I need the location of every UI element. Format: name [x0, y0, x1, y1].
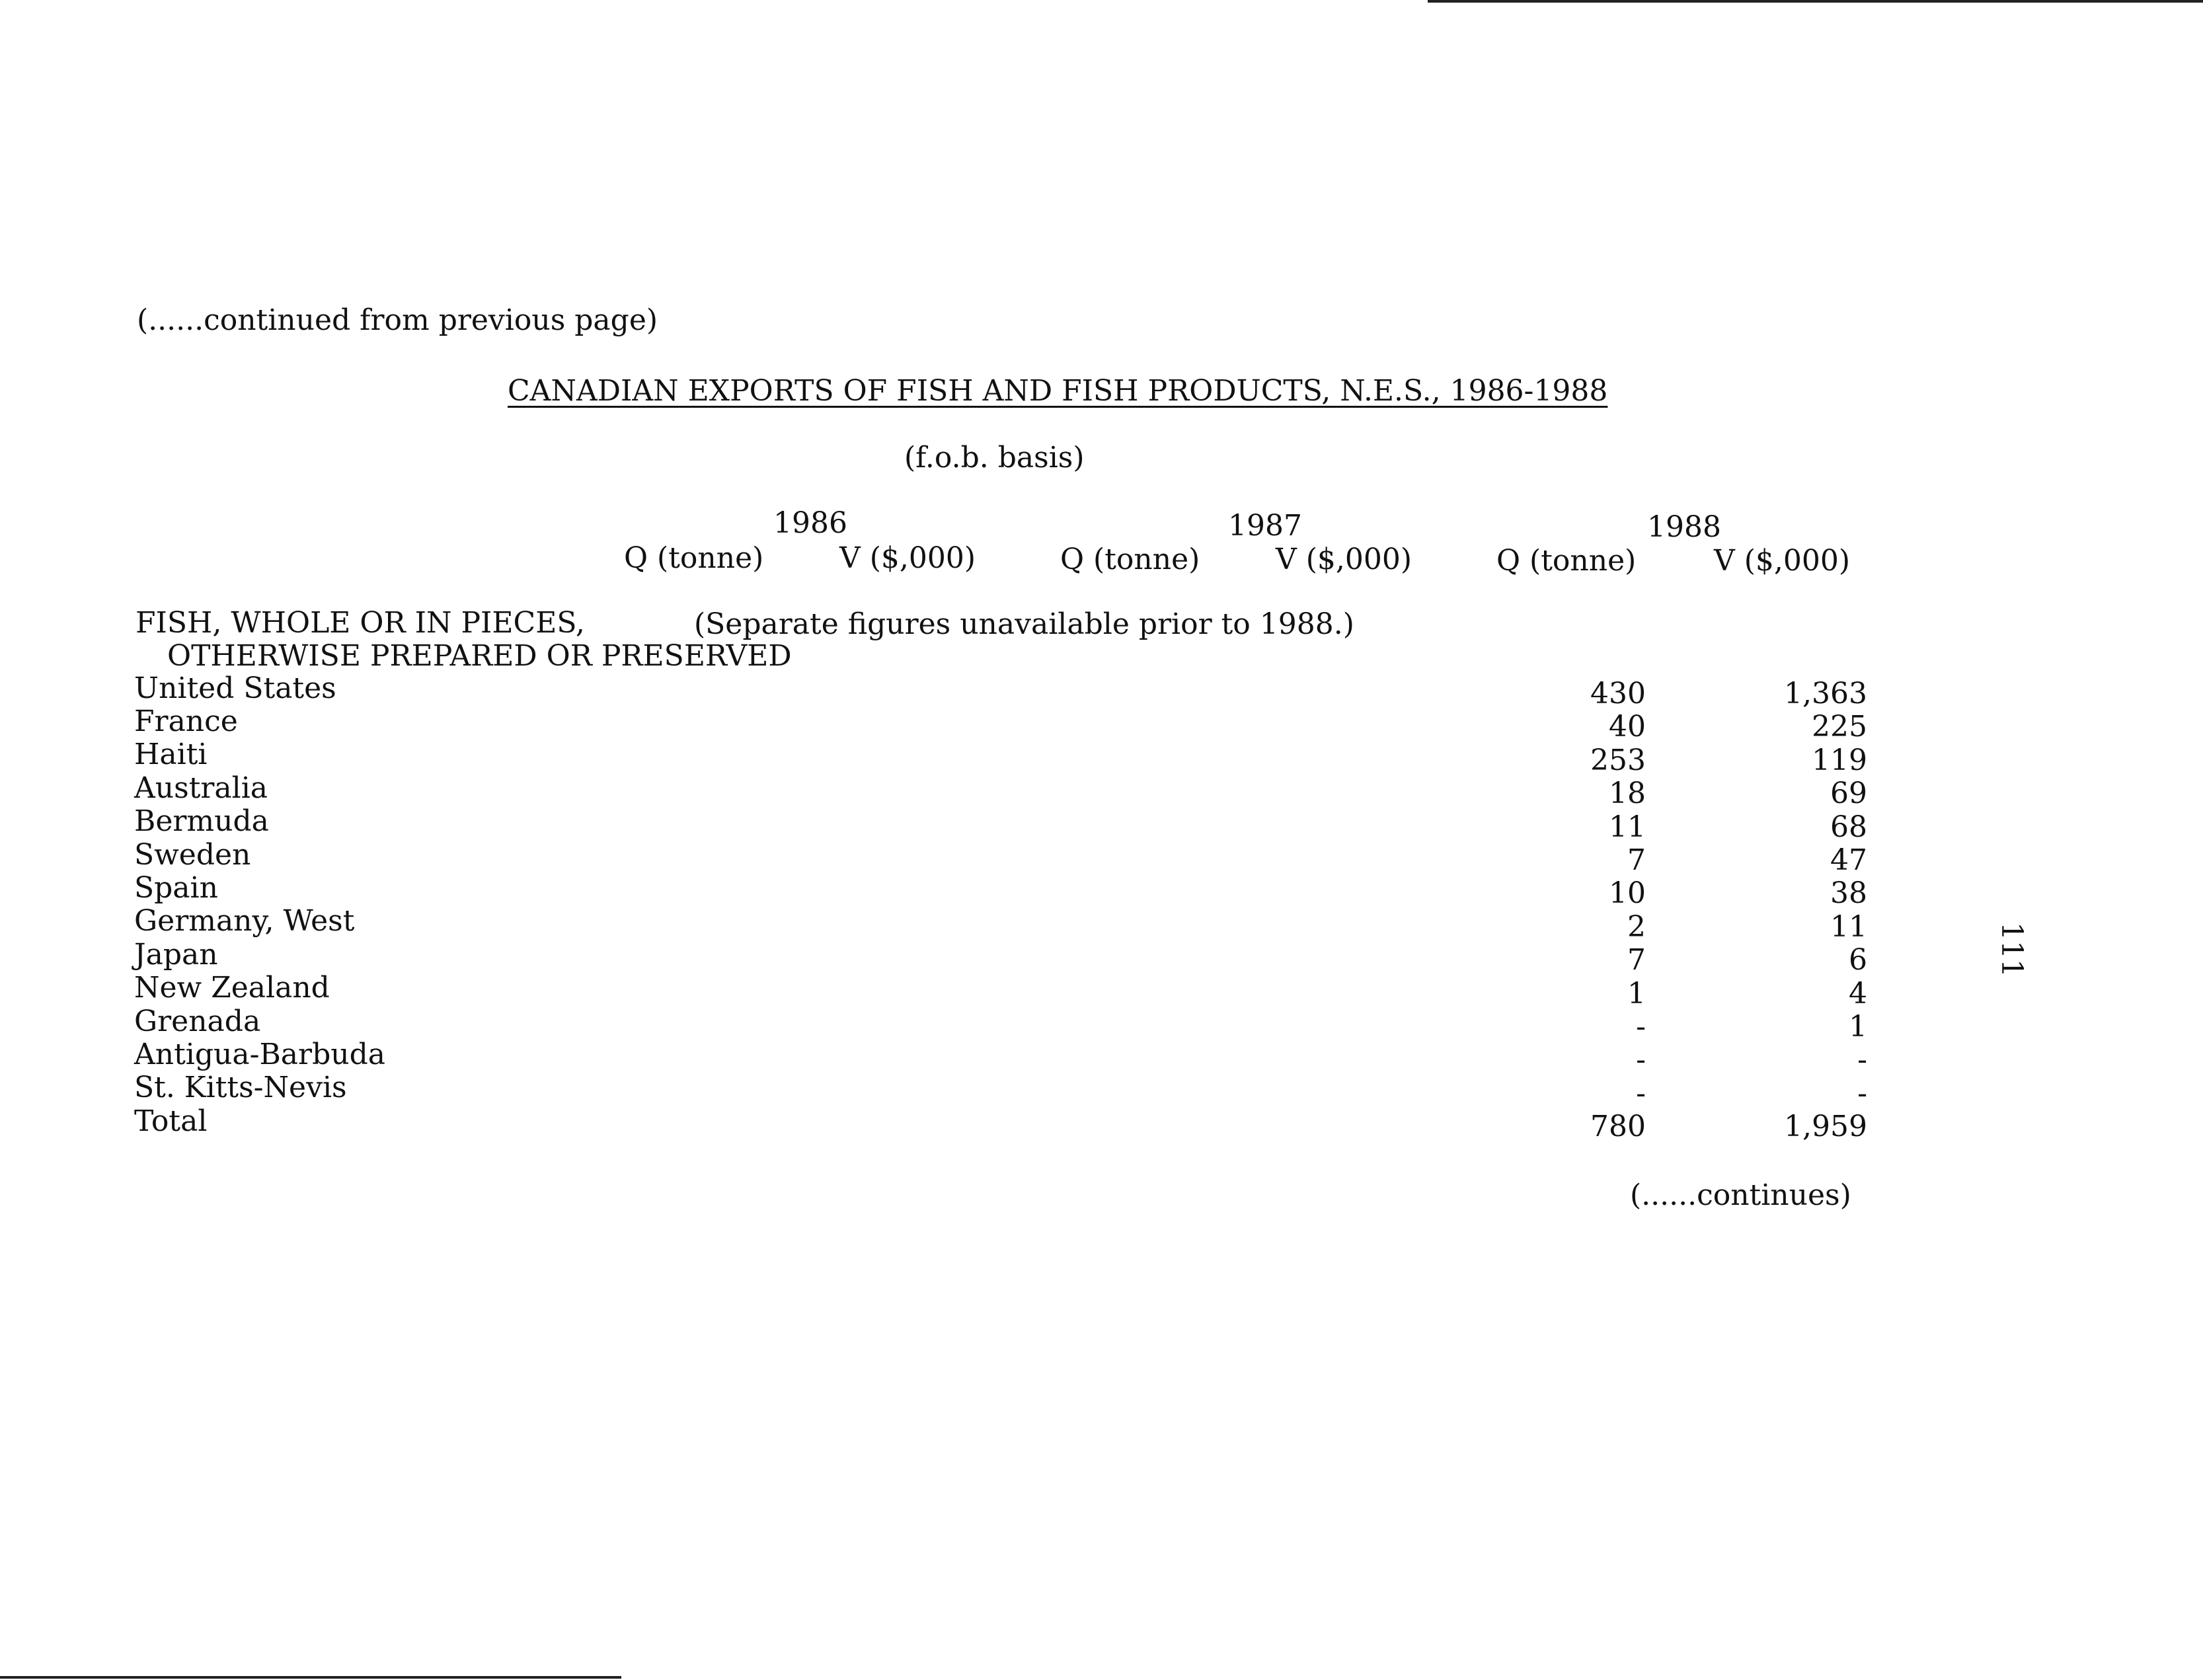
scan-edge-bottom: [0, 1676, 621, 1679]
value-1988: 1: [1849, 1010, 1867, 1044]
country-name: Grenada: [134, 1005, 261, 1038]
page-number: 111: [1995, 922, 2029, 977]
page-subtitle: (f.o.b. basis): [904, 441, 1085, 475]
year-1987: 1987: [1228, 509, 1302, 543]
col-v-1986: V ($,000): [839, 541, 976, 575]
col-q-1986: Q (tonne): [624, 541, 764, 575]
total-value-1988: 1,959: [1784, 1110, 1867, 1143]
country-name: Japan: [134, 938, 218, 972]
country-name: Germany, West: [134, 904, 355, 938]
total-label: Total: [134, 1104, 208, 1138]
value-1988: 119: [1812, 744, 1867, 777]
country-name: Bermuda: [134, 804, 269, 838]
category-heading-line1: FISH, WHOLE OR IN PIECES,: [135, 606, 585, 640]
col-v-1988: V ($,000): [1714, 544, 1851, 578]
value-1988: -: [1857, 1043, 1867, 1077]
country-name: New Zealand: [134, 971, 330, 1005]
quantity-1988: -: [1636, 1077, 1646, 1110]
country-name: United States: [134, 671, 336, 705]
category-heading-line2: OTHERWISE PREPARED OR PRESERVED: [167, 639, 792, 673]
country-name: Australia: [134, 771, 268, 805]
value-1988: 69: [1830, 777, 1867, 810]
country-name: St. Kitts-Nevis: [134, 1071, 347, 1104]
category-note: (Separate figures unavailable prior to 1988.): [694, 607, 1354, 641]
value-1988: 1,363: [1784, 677, 1867, 710]
quantity-1988: -: [1636, 1010, 1646, 1044]
col-q-1988: Q (tonne): [1496, 544, 1637, 578]
value-1988: 47: [1830, 843, 1867, 877]
quantity-1988: -: [1636, 1043, 1646, 1077]
year-1988: 1988: [1647, 510, 1721, 544]
country-name: Sweden: [134, 838, 251, 872]
quantity-1988: 1: [1627, 977, 1646, 1011]
quantity-1988: 7: [1627, 943, 1646, 977]
scan-edge-top: [1428, 0, 2203, 3]
country-name: Antigua-Barbuda: [134, 1038, 385, 1071]
quantity-1988: 2: [1627, 910, 1646, 944]
quantity-1988: 18: [1609, 777, 1646, 810]
country-name: Haiti: [134, 738, 208, 771]
value-1988: 4: [1849, 977, 1867, 1011]
quantity-1988: 430: [1590, 677, 1646, 710]
country-name: France: [134, 705, 238, 738]
value-1988: 225: [1812, 710, 1867, 744]
col-v-1987: V ($,000): [1276, 543, 1412, 576]
quantity-1988: 10: [1609, 876, 1646, 910]
value-1988: -: [1857, 1077, 1867, 1110]
quantity-1988: 253: [1590, 744, 1646, 777]
country-name: Spain: [134, 871, 218, 905]
quantity-1988: 7: [1627, 843, 1646, 877]
total-quantity-1988: 780: [1590, 1110, 1646, 1143]
year-1986: 1986: [773, 506, 847, 540]
col-q-1987: Q (tonne): [1060, 543, 1200, 576]
continues-note: (......continues): [1630, 1178, 1851, 1212]
value-1988: 6: [1849, 943, 1867, 977]
value-1988: 11: [1830, 910, 1867, 944]
continued-note: (......continued from previous page): [137, 303, 658, 337]
quantity-1988: 11: [1609, 810, 1646, 844]
page-title: CANADIAN EXPORTS OF FISH AND FISH PRODUCTS, N.E.S., 1986-1988: [508, 374, 1608, 408]
value-1988: 38: [1830, 876, 1867, 910]
quantity-1988: 40: [1609, 710, 1646, 744]
value-1988: 68: [1830, 810, 1867, 844]
